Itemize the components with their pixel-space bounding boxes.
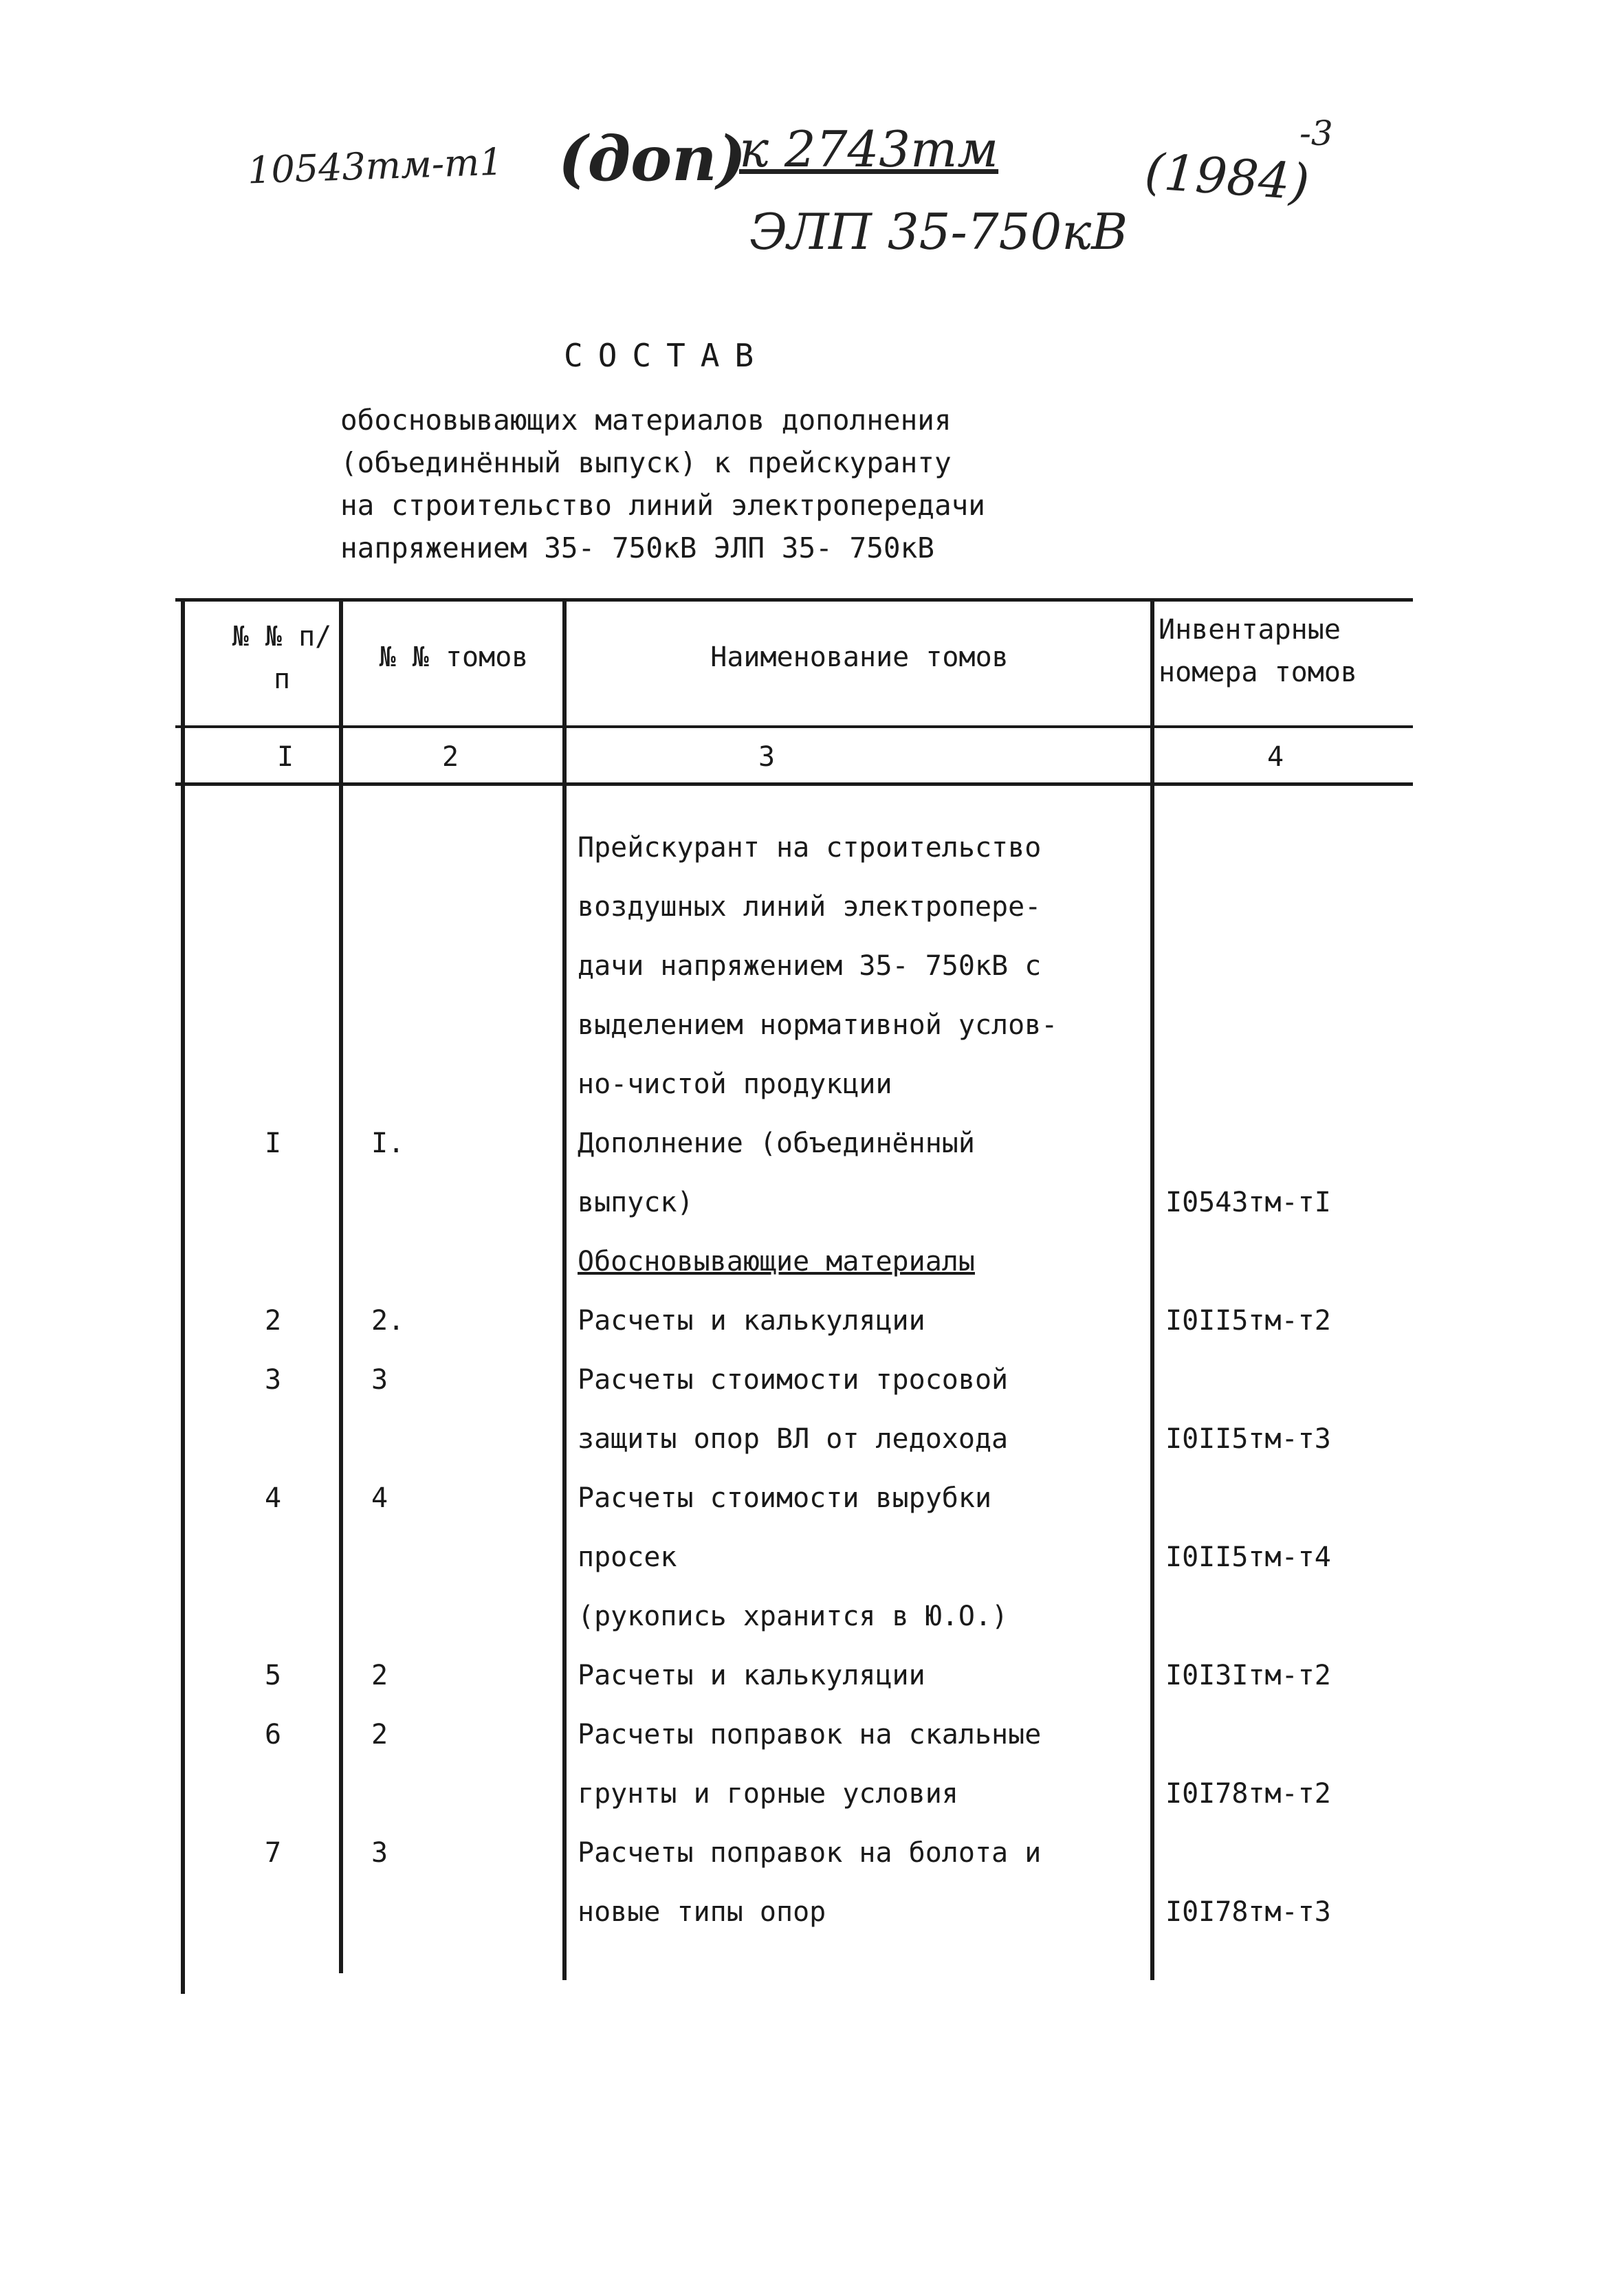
cell-volume-name: Расчеты стоимости тросовой	[578, 1364, 1009, 1396]
cell-volume-name: Расчеты и калькуляции	[578, 1660, 925, 1691]
cell-volume-name: Прейскурант на строительство	[578, 832, 1042, 864]
colnum-3: 3	[758, 741, 776, 773]
cell-volume-name: просек	[578, 1541, 677, 1573]
cell-volume-name: Обосновывающие материалы	[578, 1246, 975, 1277]
header-inventory-number: Инвентарные номера томов	[1159, 614, 1357, 688]
cell-inventory-number: I0I3Iтм-т2	[1165, 1660, 1331, 1691]
cell-inventory-number: I0I78тм-т3	[1165, 1896, 1331, 1928]
cell-volume-name: но-чистой продукции	[578, 1068, 892, 1100]
cell-volume-name: воздушных линий электропере-	[578, 891, 1042, 923]
cell-volume-number: 3	[371, 1364, 388, 1396]
table-top-rule	[175, 598, 1413, 602]
cell-volume-name: Расчеты поправок на болота и	[578, 1837, 1042, 1869]
cell-volume-number: 2	[371, 1660, 388, 1691]
cell-volume-name: выпуск)	[578, 1187, 694, 1218]
cell-inventory-number: I0II5тм-т3	[1165, 1423, 1331, 1455]
document-subtitle	[340, 399, 985, 569]
cell-volume-number: 3	[371, 1837, 388, 1869]
cell-volume-name: защиты опор ВЛ от ледохода	[578, 1423, 1009, 1455]
cell-inventory-number: I0I78тм-т2	[1165, 1778, 1331, 1810]
col-border-1	[339, 598, 343, 1973]
cell-inventory-number: I0543тм-тI	[1165, 1187, 1331, 1218]
cell-volume-name: Расчеты стоимости вырубки	[578, 1482, 992, 1514]
handwritten-code: 10543тм-т1	[247, 140, 504, 193]
cell-volume-name: дачи напряжением 35- 750кВ с	[578, 950, 1042, 982]
cell-volume-name: выделением нормативной услов-	[578, 1009, 1058, 1041]
handwritten-year: (1984)	[1143, 142, 1312, 212]
col-border-2	[562, 598, 567, 1980]
cell-volume-number: I.	[371, 1128, 405, 1159]
cell-volume-number: 2	[371, 1719, 388, 1750]
colnum-2: 2	[441, 741, 459, 773]
cell-item-number: 6	[265, 1719, 282, 1750]
cell-volume-name: (рукопись хранится в Ю.О.)	[578, 1601, 1009, 1632]
header-volume-name: Наименование томов	[710, 641, 1009, 673]
cell-volume-number: 2.	[371, 1305, 405, 1337]
subtitle-line: обосновывающих материалов дополнения	[340, 404, 952, 437]
cell-inventory-number: I0II5тм-т2	[1165, 1305, 1331, 1337]
contents-table	[175, 598, 1427, 1994]
cell-item-number: 3	[265, 1364, 282, 1396]
cell-item-number: 7	[265, 1837, 282, 1869]
cell-item-number: I	[265, 1128, 282, 1159]
cell-volume-name: Дополнение (объединённый	[578, 1128, 975, 1159]
header-rule	[175, 725, 1413, 728]
subtitle-line: на строительство линий электропередачи	[340, 489, 985, 522]
cell-volume-number: 4	[371, 1482, 388, 1514]
cell-volume-name: грунты и горные условия	[578, 1778, 958, 1810]
header-item-number: № № п/п	[232, 621, 332, 695]
subtitle-line: (объединённый выпуск) к прейскуранту	[340, 446, 952, 479]
cell-volume-name: Расчеты и калькуляции	[578, 1305, 925, 1337]
cell-inventory-number: I0II5тм-т4	[1165, 1541, 1331, 1573]
handwritten-bracket: (доп)	[558, 122, 747, 195]
handwritten-mark: -3	[1299, 113, 1333, 153]
colnum-1: I	[276, 741, 294, 773]
cell-item-number: 4	[265, 1482, 282, 1514]
handwritten-reference: к 2743тм	[739, 120, 999, 178]
colnum-4: 4	[1266, 741, 1284, 773]
cell-volume-name: новые типы опор	[578, 1896, 826, 1928]
document-title: СОСТАВ	[564, 337, 769, 374]
cell-item-number: 2	[265, 1305, 282, 1337]
subtitle-line: напряжением 35- 750кВ ЭЛП 35- 750кВ	[340, 531, 934, 564]
header-volume-number: № № томов	[379, 641, 529, 673]
cell-item-number: 5	[265, 1660, 282, 1691]
col-border-3	[1150, 598, 1154, 1980]
colnum-rule	[175, 782, 1413, 786]
col-border-left	[181, 598, 185, 1994]
cell-volume-name: Расчеты поправок на скальные	[578, 1719, 1042, 1750]
handwritten-line2: ЭЛП 35-750кВ	[749, 203, 1128, 261]
